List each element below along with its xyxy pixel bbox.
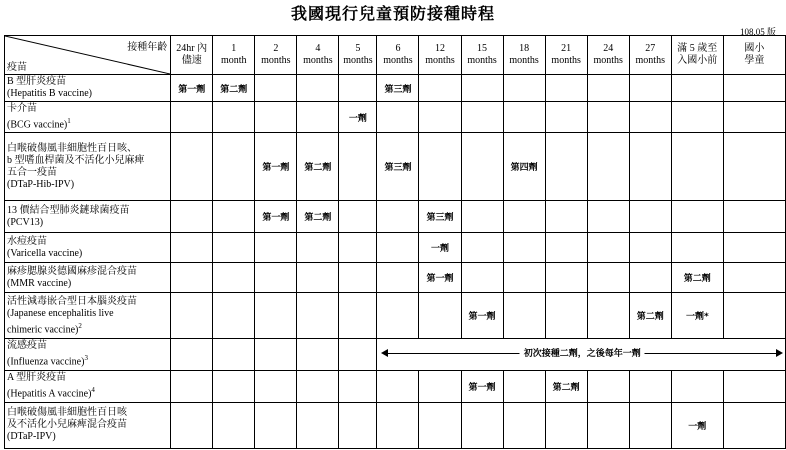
dose-cell [629,102,671,133]
vaccine-axis-label: 疫苗 [7,62,27,73]
age-header-9 [545,36,587,75]
vaccine-name-line [7,320,168,336]
vaccine-name-text: (MMR vaccine) [7,277,72,289]
vaccine-name-line [7,372,168,384]
dose-cell [545,75,587,102]
dose-cell [629,75,671,102]
footnote-marker: 1 [67,117,71,125]
vaccine-name-text: 卡介苗 [7,103,37,114]
vaccine-name-text: B 型肝炎疫苗 [7,76,67,87]
dose-cell [545,263,587,293]
dose-cell [461,233,503,263]
dose-cell [723,402,785,448]
dose-cell [255,102,297,133]
table-row [5,133,786,201]
vaccine-name [5,293,171,339]
vaccine-name-line [7,419,168,431]
dose-cell [545,293,587,339]
dose-cell: 第三劑 [377,75,419,102]
dose-cell: 第一劑 [171,75,213,102]
dose-cell [297,293,339,339]
age-header-line: 1 [231,43,237,54]
vaccine-name-text: (BCG vaccine) [7,119,68,131]
age-header-line: 4 [315,43,321,54]
dose-cell [461,75,503,102]
dose-cell: 第二劑 [629,293,671,339]
age-header-line: months [425,55,455,66]
dose-cell [723,133,785,201]
page-title: 我國現行兒童預防接種時程 [290,4,495,23]
dose-cell [297,233,339,263]
influenza-span-cell [377,339,786,370]
vaccine-name-line [7,266,168,278]
dose-cell [213,402,255,448]
dose-cell [461,263,503,293]
dose-cell: 第一劑 [255,133,297,201]
dose-cell [545,201,587,233]
age-header-line: 儘速 [181,55,202,66]
dose-cell: 第一劑 [255,201,297,233]
dose-cell [503,75,545,102]
dose-cell [171,233,213,263]
dose-cell: 第三劑 [419,201,461,233]
dose-cell [723,102,785,133]
dose-cell [629,201,671,233]
arrow-right-icon [776,349,783,357]
dose-cell [503,263,545,293]
dose-cell [377,102,419,133]
vaccine-name-line [7,88,168,100]
vaccine-name-line [7,103,168,115]
vaccine-name-line [7,340,168,352]
dose-cell [671,133,723,201]
dose-cell [419,402,461,448]
dose-cell [339,233,377,263]
age-header-line: 15 [477,43,488,54]
age-header-10 [587,36,629,75]
vaccine-name-text: 五合一疫苗 [7,166,57,178]
dose-cell [171,263,213,293]
dose-cell [377,263,419,293]
vaccine-name-line [7,384,168,400]
dose-cell [419,75,461,102]
age-header-line: 27 [645,43,656,54]
age-header-line: months [261,55,291,66]
age-header-line: months [551,55,581,66]
age-header-6 [419,36,461,75]
dose-cell [629,133,671,201]
vaccine-name-text: chimeric vaccine) [7,323,79,335]
dose-cell: 一劑 [419,233,461,263]
age-header-0 [171,36,213,75]
dose-cell [339,293,377,339]
table-row [5,75,786,102]
table-row [5,201,786,233]
footnote-marker: 4 [91,385,95,394]
dose-cell [171,102,213,133]
age-header-line: 學童 [744,55,765,66]
dose-cell [723,293,785,339]
dose-cell [723,75,785,102]
vaccine-name [5,102,171,133]
dose-cell: 第三劑 [377,133,419,201]
age-header-line: months [343,55,373,66]
dose-cell [171,133,213,201]
dose-cell [339,263,377,293]
dose-cell [461,102,503,133]
vaccine-name [5,370,171,402]
vaccine-name-text: (PCV13) [7,216,44,228]
vaccine-name-line [7,155,168,167]
age-header-line: 滿 5 歲至 [677,43,718,54]
dose-cell [723,201,785,233]
vaccine-name-text: A 型肝炎疫苗 [7,371,67,383]
dose-cell [171,339,213,370]
vaccine-name-line [7,248,168,260]
vaccine-name-line [7,236,168,248]
dose-cell [213,293,255,339]
table-row [5,293,786,339]
dose-cell [671,370,723,402]
dose-cell [503,102,545,133]
dose-cell [587,293,629,339]
dose-cell [171,370,213,402]
dose-cell [587,133,629,201]
age-header-line: 21 [561,43,572,54]
vaccine-name [5,233,171,263]
dose-cell [255,293,297,339]
dose-cell [587,402,629,448]
dose-cell [461,402,503,448]
dose-cell [503,201,545,233]
dose-cell [587,233,629,263]
dose-cell: 第一劑 [461,370,503,402]
vaccine-name [5,402,171,448]
age-header-line: months [593,55,623,66]
age-header-line: 入國小前 [677,55,718,66]
dose-cell [255,370,297,402]
dose-cell: 第二劑 [545,370,587,402]
table-row [5,263,786,293]
age-axis-label: 接種年齡 [127,42,168,53]
dose-cell [419,102,461,133]
age-header-line: 6 [395,43,401,54]
dose-cell [545,102,587,133]
dose-cell [339,402,377,448]
vaccine-name-text: 水痘疫苗 [7,235,47,247]
age-header-8 [503,36,545,75]
dose-cell [339,75,377,102]
dose-cell [671,201,723,233]
dose-cell [377,370,419,402]
dose-cell: 第二劑 [213,75,255,102]
dose-cell [213,233,255,263]
dose-cell [629,370,671,402]
vaccine-name-text: b 型嗜血桿菌及不活化小兒麻痺 [7,154,145,166]
dose-cell [377,293,419,339]
age-header-line: 24hr 內 [176,43,208,54]
footnote-marker: 2 [78,321,82,330]
vaccine-name-line [7,143,168,155]
table-row [5,102,786,133]
table-row [5,402,786,448]
vaccine-name-line [7,407,168,419]
age-header-4 [339,36,377,75]
dose-cell [297,75,339,102]
dose-cell [255,75,297,102]
dose-cell [419,133,461,201]
dose-cell [587,263,629,293]
dose-cell [723,263,785,293]
dose-cell: 第一劑 [461,293,503,339]
vaccine-name-text: 活性減毒嵌合型日本腦炎疫苗 [7,295,137,307]
dose-cell [297,339,339,370]
vaccine-name-text: (DTaP-Hib-IPV) [7,178,75,190]
dose-cell [297,263,339,293]
dose-cell [213,339,255,370]
dose-cell: 一劑 [339,102,377,133]
table-row [5,233,786,263]
age-header-line: 5 [355,43,361,54]
dose-cell [339,370,377,402]
vaccine-name-line [7,167,168,179]
age-header-line: months [467,55,497,66]
dose-cell [587,370,629,402]
vaccine-name-text: (Japanese encephalitis live [7,307,114,319]
dose-cell [255,263,297,293]
dose-cell [377,402,419,448]
dose-cell [171,293,213,339]
table-row [5,339,786,370]
dose-cell [629,233,671,263]
vaccine-name-line [7,76,168,88]
dose-cell: 第二劑 [297,201,339,233]
vaccine-name-text: 白喉破傷風非細胞性百日咳、 [7,142,137,154]
dose-cell [255,339,297,370]
dose-cell [587,102,629,133]
vaccine-name [5,201,171,233]
age-header-3 [297,36,339,75]
age-header-2 [255,36,297,75]
age-header-13 [723,36,785,75]
vaccine-name [5,133,171,201]
dose-cell [297,402,339,448]
vaccine-name-line [7,431,168,443]
dose-cell: 一劑 [671,402,723,448]
influenza-schedule-text: 初次接種二劑，之後每年一劑 [520,346,645,359]
age-header-line: month [220,55,247,66]
age-header-1 [213,36,255,75]
dose-cell [671,102,723,133]
age-header-line: 12 [435,43,445,54]
arrow-left-icon [381,349,388,357]
age-header-5 [377,36,419,75]
schedule-body [5,75,786,449]
dose-cell [213,201,255,233]
corner-header [5,36,171,75]
dose-cell [629,263,671,293]
dose-cell [213,102,255,133]
dose-cell [339,339,377,370]
vaccine-name-text: (Hepatitis A vaccine) [7,388,92,400]
dose-cell [419,370,461,402]
vaccine-name-text: 流感疫苗 [7,340,47,352]
dose-cell [671,233,723,263]
dose-cell [255,233,297,263]
dose-cell [213,370,255,402]
vaccine-name-line [7,205,168,217]
vaccine-name-line [7,278,168,290]
dose-cell [629,402,671,448]
age-header-7 [461,36,503,75]
dose-cell [503,233,545,263]
dose-cell [171,402,213,448]
dose-cell [339,133,377,201]
dose-cell [545,133,587,201]
vaccine-name-line [7,352,168,368]
vaccine-name-text: 麻疹腮腺炎德國麻疹混合疫苗 [7,265,137,277]
dose-cell [723,370,785,402]
age-header-11 [629,36,671,75]
vaccine-name [5,75,171,102]
vaccine-name-text: (Influenza vaccine) [7,356,85,368]
dose-cell [377,201,419,233]
dose-cell [723,233,785,263]
age-header-line: 24 [603,43,614,54]
vaccine-name-line [7,217,168,229]
vaccine-name-text: 13 價結合型肺炎鏈球菌疫苗 [7,204,130,216]
dose-cell [171,201,213,233]
vaccine-name-text: (Hepatitis B vaccine) [7,88,92,99]
header-row [5,36,786,75]
dose-cell: 一劑* [671,293,723,339]
vaccine-name [5,263,171,293]
age-header-line: 2 [273,43,279,54]
dose-cell [255,402,297,448]
dose-cell [213,133,255,201]
dose-cell [587,201,629,233]
age-header-line: months [383,55,413,66]
vaccine-name-text: (DTaP-IPV) [7,431,56,443]
dose-cell [461,133,503,201]
age-header-line: 國小 [744,43,765,54]
vaccine-name-line [7,296,168,308]
dose-cell [377,233,419,263]
table-row [5,370,786,402]
dose-cell [503,293,545,339]
footnote-marker: 3 [84,354,88,363]
dose-cell [503,402,545,448]
vaccine-name-text: 白喉破傷風非細胞性百日咳 [7,407,127,419]
dose-cell: 第二劑 [671,263,723,293]
dose-cell [339,201,377,233]
dose-cell [587,75,629,102]
dose-cell [503,370,545,402]
dose-cell [545,233,587,263]
vaccination-schedule-table [4,35,786,449]
dose-cell: 第四劑 [503,133,545,201]
dose-cell [671,75,723,102]
dose-cell: 第一劑 [419,263,461,293]
vaccine-name [5,339,171,370]
double-arrow [381,347,783,361]
vaccine-name-line [7,179,168,191]
age-header-line: months [509,55,539,66]
dose-cell [419,293,461,339]
vaccine-name-line [7,308,168,320]
vaccine-name-text: (Varicella vaccine) [7,247,83,259]
dose-cell [213,263,255,293]
dose-cell [297,102,339,133]
version-label: 108.05 版 [739,27,776,37]
age-header-line: 18 [519,43,530,54]
vaccine-name-line [7,115,168,131]
vaccine-name-text: 及不活化小兒麻痺混合疫苗 [7,419,127,431]
dose-cell [297,370,339,402]
dose-cell: 第二劑 [297,133,339,201]
dose-cell [545,402,587,448]
age-header-line: months [303,55,333,66]
age-header-line: months [635,55,665,66]
dose-cell [461,201,503,233]
age-header-12 [671,36,723,75]
